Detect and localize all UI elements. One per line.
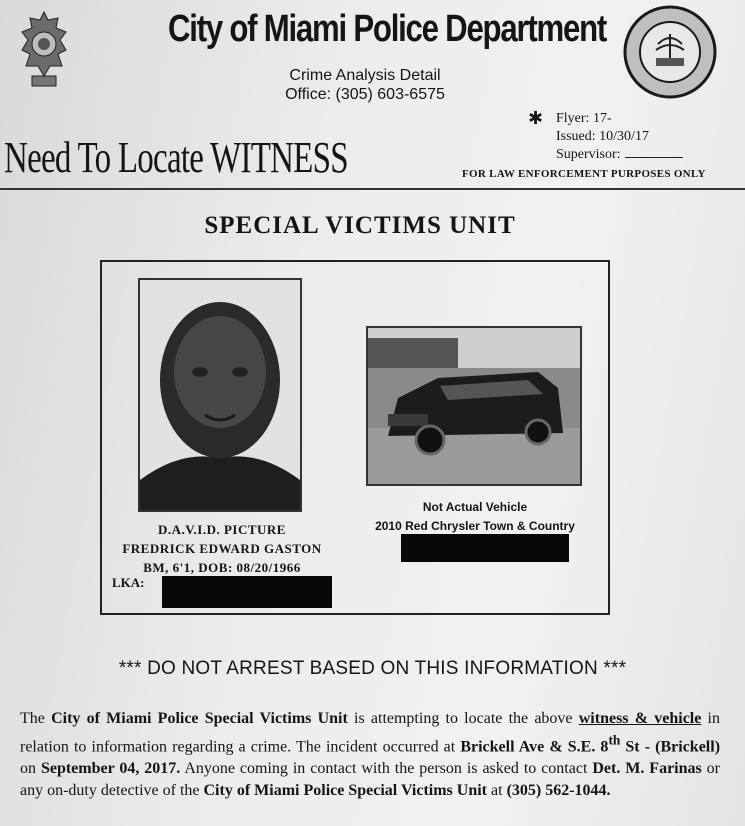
law-enforcement-notice: FOR LAW ENFORCEMENT PURPOSES ONLY (462, 168, 706, 180)
crime-analysis-label: Crime Analysis Detail (289, 67, 441, 84)
unit-heading: SPECIAL VICTIMS UNIT (204, 212, 516, 239)
need-to-locate-heading: Need To Locate WITNESS (4, 133, 348, 182)
body-text-span: The (20, 710, 52, 727)
do-not-arrest-warning: *** DO NOT ARREST BASED ON THIS INFORMATION *** (118, 658, 627, 679)
body-text-underlined: witness & vehicle (578, 710, 702, 727)
body-text-bold: September 04, 2017. (40, 760, 181, 778)
issued-date: Issued: 10/30/17 (556, 129, 649, 144)
body-text-span: at (487, 782, 507, 800)
lka-label: LKA: (112, 575, 145, 590)
body-text-bold: City of Miami Police Special Victims Unit (51, 710, 348, 727)
redaction-bar (401, 534, 569, 562)
header-divider (0, 188, 745, 190)
office-phone: Office: (305) 603-6575 (285, 86, 445, 103)
subject-name: FREDRICK EDWARD GASTON (122, 541, 322, 556)
asterisk-mark: ✱ (528, 108, 544, 128)
body-text-span: is attempting to locate the above (347, 710, 579, 727)
redaction-bar (162, 576, 332, 608)
body-text-span: or any on-duty detective of the (20, 760, 720, 800)
person-silhouette-icon (140, 280, 300, 510)
flyer-info (556, 110, 683, 164)
supervisor-line (556, 146, 683, 164)
police-badge-icon (18, 10, 70, 90)
body-text-bold: Det. M. Farinas (592, 760, 702, 778)
body-text-span: on (20, 760, 41, 778)
vehicle-photo (366, 326, 582, 486)
vehicle-note: Not Actual Vehicle (422, 500, 528, 514)
office-subtitle (230, 66, 500, 104)
body-text-span: Anyone coming in contact with the person is asked to contact (180, 760, 593, 778)
picture-label: D.A.V.I.D. PICTURE (158, 522, 286, 537)
body-paragraph (20, 708, 720, 802)
city-seal-icon (622, 4, 718, 100)
subject-caption (104, 520, 340, 577)
body-text-bold: City of Miami Police Special Victims Unit (203, 782, 488, 800)
body-text-bold: (305) 562-1044. (506, 782, 611, 800)
body-text-span: in relation to information regarding a crime. The incident occurred at (20, 710, 720, 756)
subject-photo (138, 278, 302, 512)
body-text-sup: th (608, 733, 621, 748)
flyer-number: Flyer: 17- (556, 111, 612, 126)
subject-description: BM, 6'1, DOB: 08/20/1966 (143, 560, 301, 575)
supervisor-label: Supervisor: (556, 147, 621, 162)
page-title: City of Miami Police Department (168, 8, 607, 50)
body-text-bold: Brickell Ave & S.E. 8 (460, 738, 609, 756)
body-text-bold: St - (Brickell) (620, 738, 721, 756)
vehicle-model: 2010 Red Chrysler Town & Country (375, 519, 575, 533)
minivan-icon (368, 328, 580, 484)
vehicle-caption (340, 498, 610, 536)
